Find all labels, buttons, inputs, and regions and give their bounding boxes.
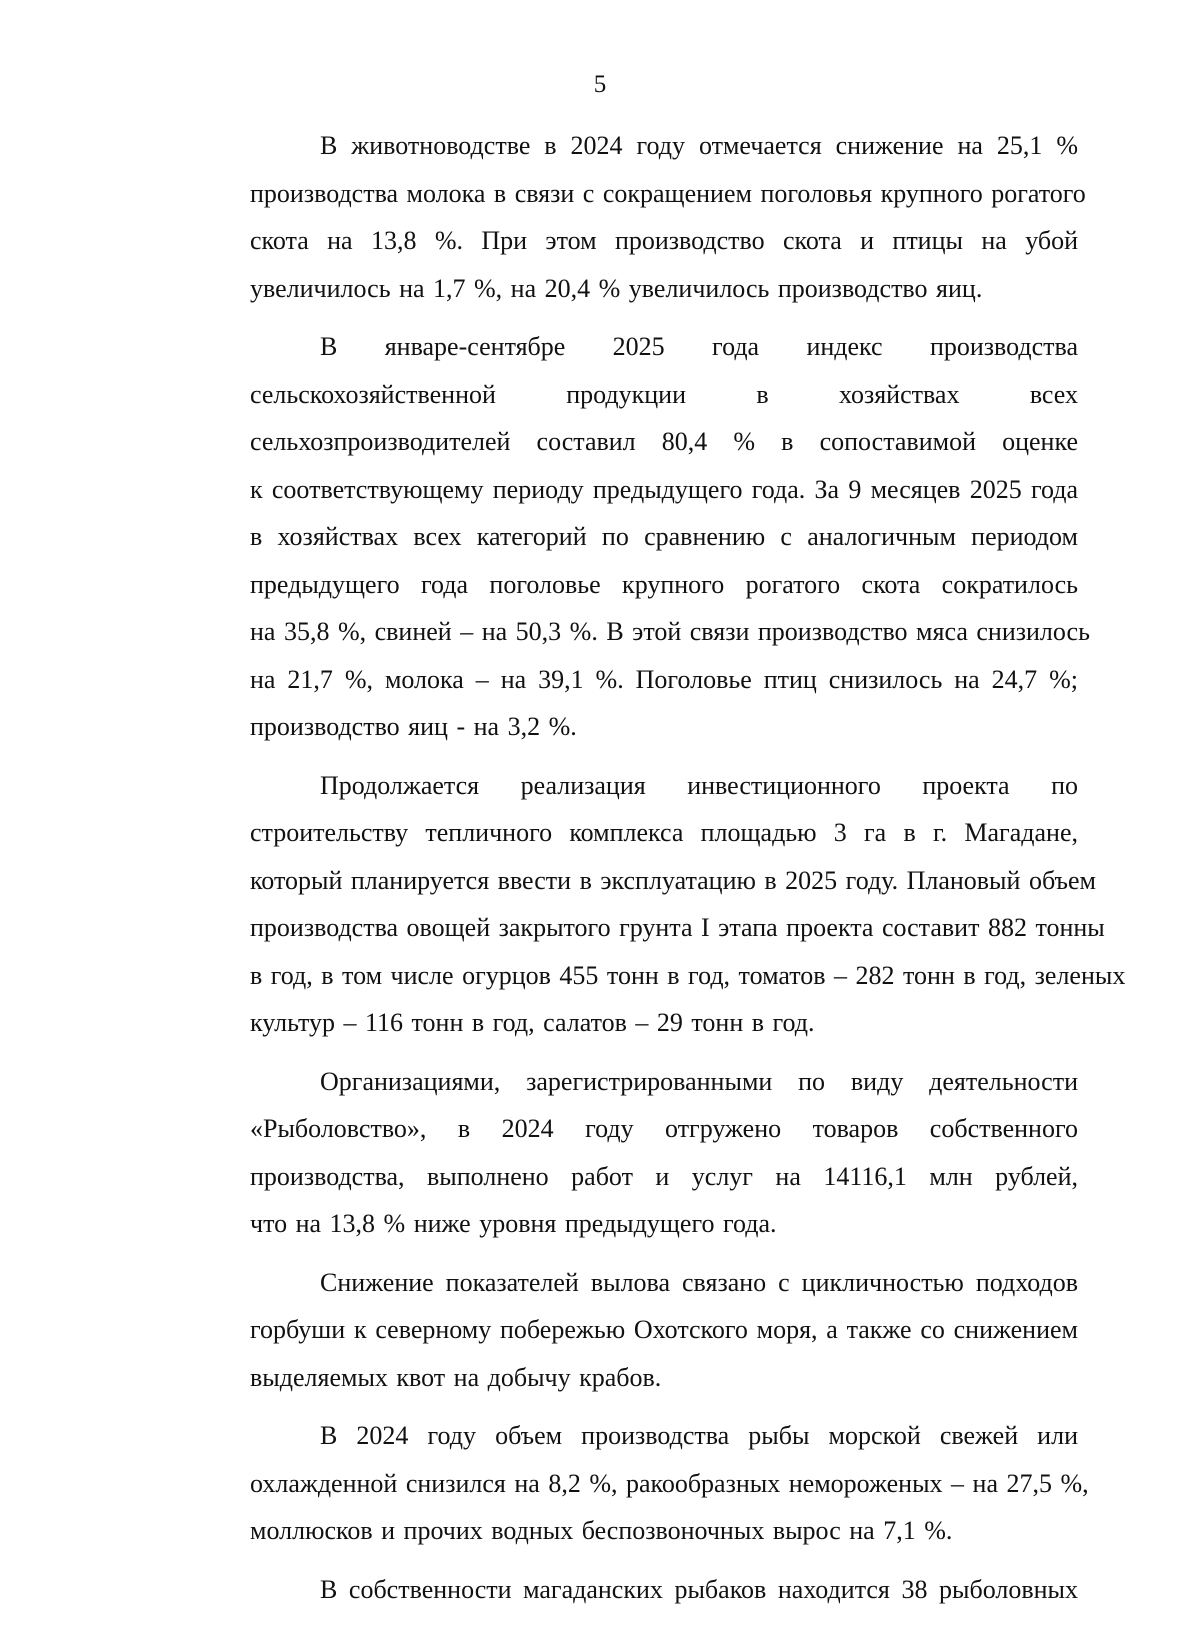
- text-line: скота на 13,8 %. При этом производство скота и птицы на убой: [250, 226, 1078, 255]
- text-line: к соответствующему периоду предыдущего года. За 9 месяцев 2025 года: [250, 474, 1078, 504]
- text-line: строительству тепличного комплекса площадью 3 га в г. Магадане,: [250, 818, 1078, 847]
- text-line: на 21,7 %, молока – на 39,1 %. Поголовье птиц снизилось на 24,7 %;: [250, 664, 1078, 694]
- text-line: культур – 116 тонн в год, салатов – 29 тонн в год.: [250, 1008, 815, 1037]
- paragraph-greenhouse-project: [180, 762, 1126, 1047]
- page-number: 5: [593, 71, 607, 98]
- paragraph-fishing-vessels: [180, 1566, 1078, 1614]
- text-line: что на 13,8 % ниже уровня предыдущего года.: [250, 1209, 777, 1238]
- text-line: сельскохозяйственной продукции в хозяйствах всех: [250, 379, 1078, 409]
- paragraph-fishing-organizations: [180, 1058, 1078, 1248]
- text-line: Продолжается реализация инвестиционного проекта по: [320, 770, 1078, 800]
- text-line: предыдущего года поголовье крупного рогатого скота сократилось: [250, 569, 1078, 599]
- text-line: на 35,8 %, свиней – на 50,3 %. В этой связи производство мяса снизилось: [250, 617, 1090, 646]
- text-line: сельхозпроизводителей составил 80,4 % в сопоставимой оценке: [250, 427, 1078, 456]
- paragraph-livestock: [180, 122, 1086, 312]
- text-line: производства овощей закрытого грунта I этапа проекта составит 882 тонны: [250, 913, 1105, 942]
- text-line: в год, в том числе огурцов 455 тонн в год, томатов – 282 тонн в год, зеленых: [250, 960, 1126, 990]
- text-line: В 2024 году объем производства рыбы морской свежей или: [320, 1421, 1078, 1450]
- text-line: производства, выполнено работ и услуг на 14116,1 млн рублей,: [250, 1161, 1078, 1191]
- paragraph-catch-decline: [180, 1259, 1078, 1402]
- text-line: выделяемых квот на добычу крабов.: [250, 1362, 662, 1392]
- text-line: В собственности магаданских рыбаков находится 38 рыболовных: [320, 1574, 1078, 1604]
- paragraph-fish-production: [180, 1412, 1089, 1555]
- text-line: В январе-сентябре 2025 года индекс производства: [320, 332, 1078, 361]
- text-line: производства молока в связи с сокращением поголовья крупного рогатого: [250, 178, 1086, 208]
- text-line: производство яиц - на 3,2 %.: [250, 712, 577, 741]
- text-line: увеличилось на 1,7 %, на 20,4 % увеличилось производство яиц.: [250, 273, 983, 303]
- text-line: В животноводстве в 2024 году отмечается снижение на 25,1 %: [320, 131, 1078, 160]
- document-body: [180, 122, 1126, 1613]
- text-line: охлажденной снизился на 8,2 %, ракообразных немороженых – на 27,5 %,: [250, 1468, 1089, 1498]
- text-line: Организациями, зарегистрированными по виду деятельности: [320, 1066, 1078, 1096]
- text-line: моллюсков и прочих водных беспозвоночных вырос на 7,1 %.: [250, 1516, 953, 1545]
- text-line: Снижение показателей вылова связано с цикличностью подходов: [320, 1267, 1078, 1297]
- text-line: который планируется ввести в эксплуатацию в 2025 году. Плановый объем: [250, 865, 1096, 895]
- text-line: «Рыболовство», в 2024 году отгружено товаров собственного: [250, 1114, 1078, 1143]
- paragraph-agri-index: [180, 323, 1090, 751]
- text-line: горбуши к северному побережью Охотского моря, а также со снижением: [250, 1315, 1078, 1344]
- text-line: в хозяйствах всех категорий по сравнению с аналогичным периодом: [250, 522, 1078, 551]
